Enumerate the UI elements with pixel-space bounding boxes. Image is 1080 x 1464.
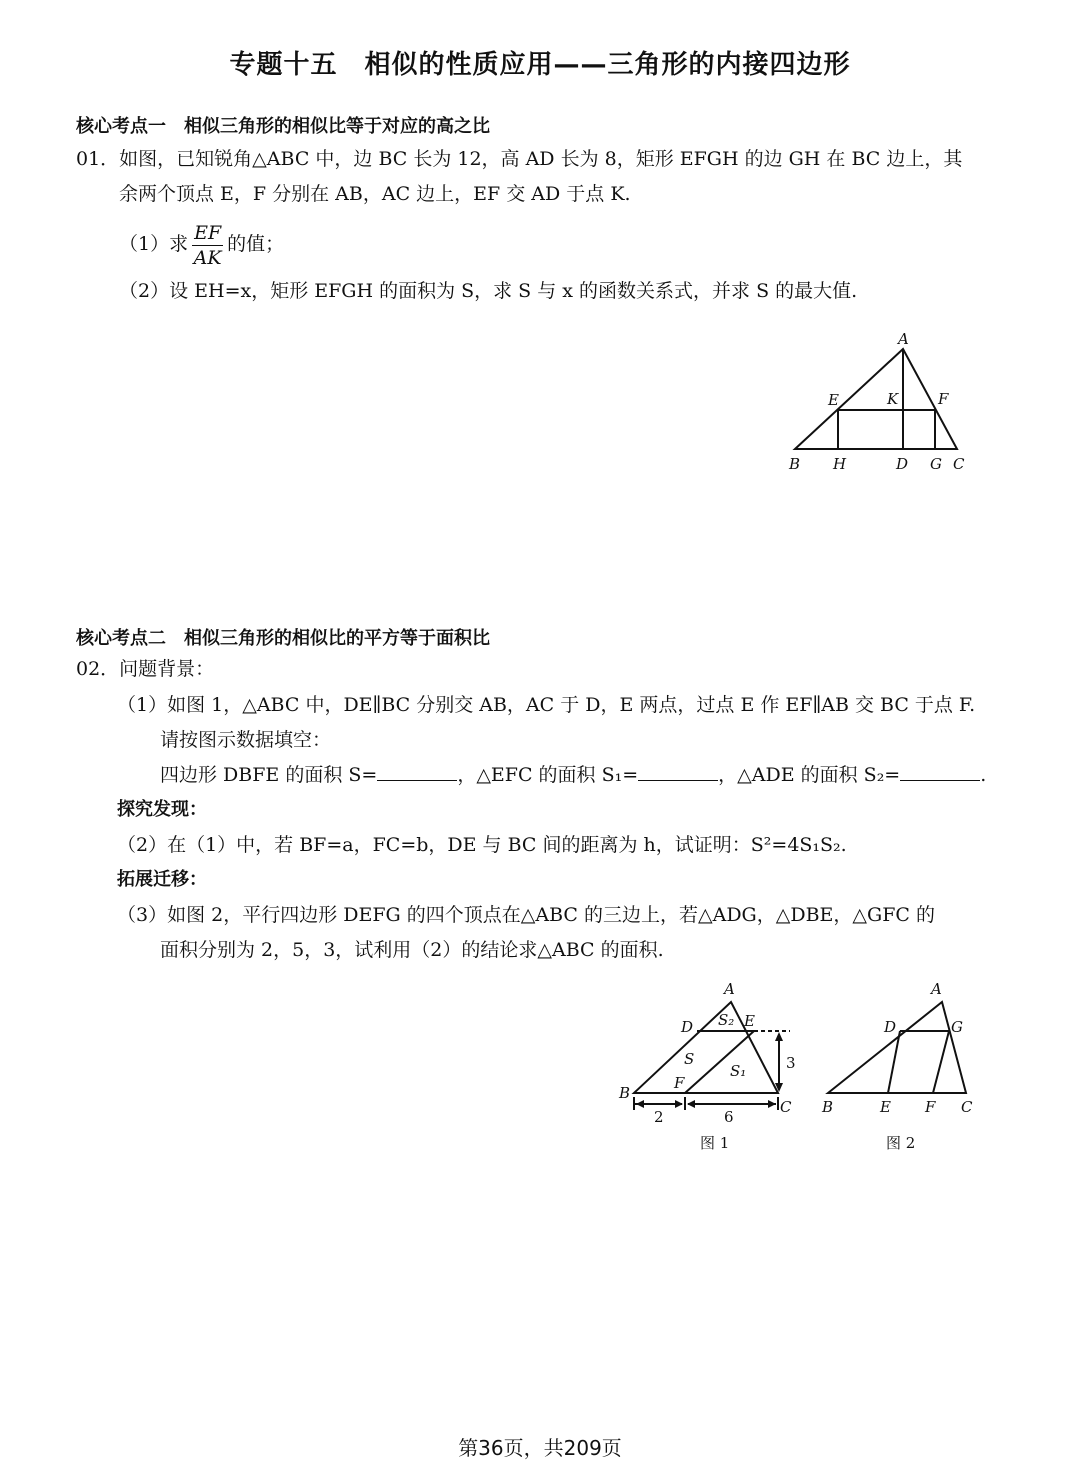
label-bf-length: 2 xyxy=(654,1108,664,1126)
label-s: S xyxy=(684,1050,695,1068)
q2-p3-line1: （3）如图 2，平行四边形 DEFG 的四个顶点在△ABC 的三边上，若△ADG，△DBE，△GFC 的 xyxy=(117,904,935,926)
arrowhead-bf-right xyxy=(675,1100,683,1108)
q1-figure xyxy=(780,325,980,475)
answer-blank-s2[interactable] xyxy=(900,762,980,781)
q1-part2: （2）设 EH=x，矩形 EFGH 的面积为 S，求 S 与 x 的函数关系式，并求 S 的最大值. xyxy=(119,280,858,302)
q1-line2: 余两个顶点 E，F 分别在 AB，AC 边上，EF 交 AD 于点 K. xyxy=(119,183,631,205)
figure-2 xyxy=(815,975,980,1155)
section1-heading: 核心考点一 相似三角形的相似比等于对应的高之比 xyxy=(76,116,490,137)
q1-part1 xyxy=(119,218,284,270)
label-a: A xyxy=(898,330,909,348)
q2-p3-line2: 面积分别为 2，5，3，试利用（2）的结论求△ABC 的面积. xyxy=(160,939,664,961)
q1-fraction xyxy=(192,221,223,270)
label-a: A xyxy=(931,980,942,998)
q2-head: 02．问题背景： xyxy=(76,658,215,680)
arrowhead-bf-left xyxy=(636,1100,644,1108)
figure-2-caption: 图 2 xyxy=(886,1134,916,1152)
q1-part1-prefix: （1）求 xyxy=(119,233,189,255)
triangle-abc xyxy=(795,349,957,449)
page-title: 专题十五 相似的性质应用——三角形的内接四边形 xyxy=(229,50,851,80)
label-fc-length: 6 xyxy=(724,1108,734,1126)
figure-1 xyxy=(610,975,810,1155)
extend-heading: 拓展迁移： xyxy=(117,869,207,890)
label-e: E xyxy=(880,1098,891,1116)
label-d: D xyxy=(884,1018,897,1036)
label-c: C xyxy=(780,1098,792,1116)
fill-text-end: . xyxy=(980,764,987,786)
label-e: E xyxy=(744,1012,755,1030)
label-f: F xyxy=(674,1074,685,1092)
q1-line1: 01．如图，已知锐角△ABC 中，边 BC 长为 12，高 AD 长为 8，矩形 EFGH 的边 GH 在 BC 边上，其 xyxy=(76,148,963,170)
arrowhead-up xyxy=(775,1032,783,1041)
fill-text-s: 四边形 DBFE 的面积 S= xyxy=(160,764,378,786)
label-g: G xyxy=(930,455,942,473)
label-c: C xyxy=(961,1098,973,1116)
label-k: K xyxy=(887,390,899,408)
answer-blank-s1[interactable] xyxy=(638,762,718,781)
label-g: G xyxy=(951,1018,963,1036)
label-e: E xyxy=(828,391,839,409)
label-b: B xyxy=(789,455,801,473)
segment-gf xyxy=(933,1031,949,1093)
label-height: 3 xyxy=(786,1054,796,1072)
figure-1-caption: 图 1 xyxy=(700,1134,730,1152)
answer-blank-s[interactable] xyxy=(377,762,457,781)
page-number: 第36页，共209页 xyxy=(458,1436,622,1460)
label-s2: S₂ xyxy=(718,1011,735,1029)
label-d: D xyxy=(896,455,909,473)
triangle-abc xyxy=(634,1002,778,1093)
q2-p1-fill xyxy=(160,758,986,792)
q2-p1-line2: 请按图示数据填空： xyxy=(160,729,332,751)
section2-heading: 核心考点二 相似三角形的相似比的平方等于面积比 xyxy=(76,628,490,649)
fill-text-s2: ，△ADE 的面积 S₂= xyxy=(718,764,901,786)
fraction-numerator: EF xyxy=(194,221,222,244)
fraction-denominator: AK xyxy=(193,246,222,269)
label-a: A xyxy=(724,980,735,998)
q1-part1-suffix: 的值； xyxy=(227,233,285,255)
arrowhead-fc-left xyxy=(687,1100,695,1108)
label-s1: S₁ xyxy=(730,1062,747,1080)
label-h: H xyxy=(833,455,847,473)
arrowhead-fc-right xyxy=(768,1100,776,1108)
label-c: C xyxy=(953,455,965,473)
label-f: F xyxy=(938,390,949,408)
label-b: B xyxy=(619,1084,631,1102)
label-d: D xyxy=(681,1018,694,1036)
q2-p1-line1: （1）如图 1，△ABC 中，DE∥BC 分别交 AB，AC 于 D，E 两点，过点 E 作 EF∥AB 交 BC 于点 F. xyxy=(117,694,976,716)
label-f: F xyxy=(925,1098,936,1116)
explore-heading: 探究发现： xyxy=(117,799,207,820)
q2-p2: （2）在（1）中，若 BF=a，FC=b，DE 与 BC 间的距离为 h，试证明：S²=4S₁S₂. xyxy=(117,834,847,856)
label-b: B xyxy=(822,1098,834,1116)
fill-text-s1: ，△EFC 的面积 S₁= xyxy=(457,764,639,786)
